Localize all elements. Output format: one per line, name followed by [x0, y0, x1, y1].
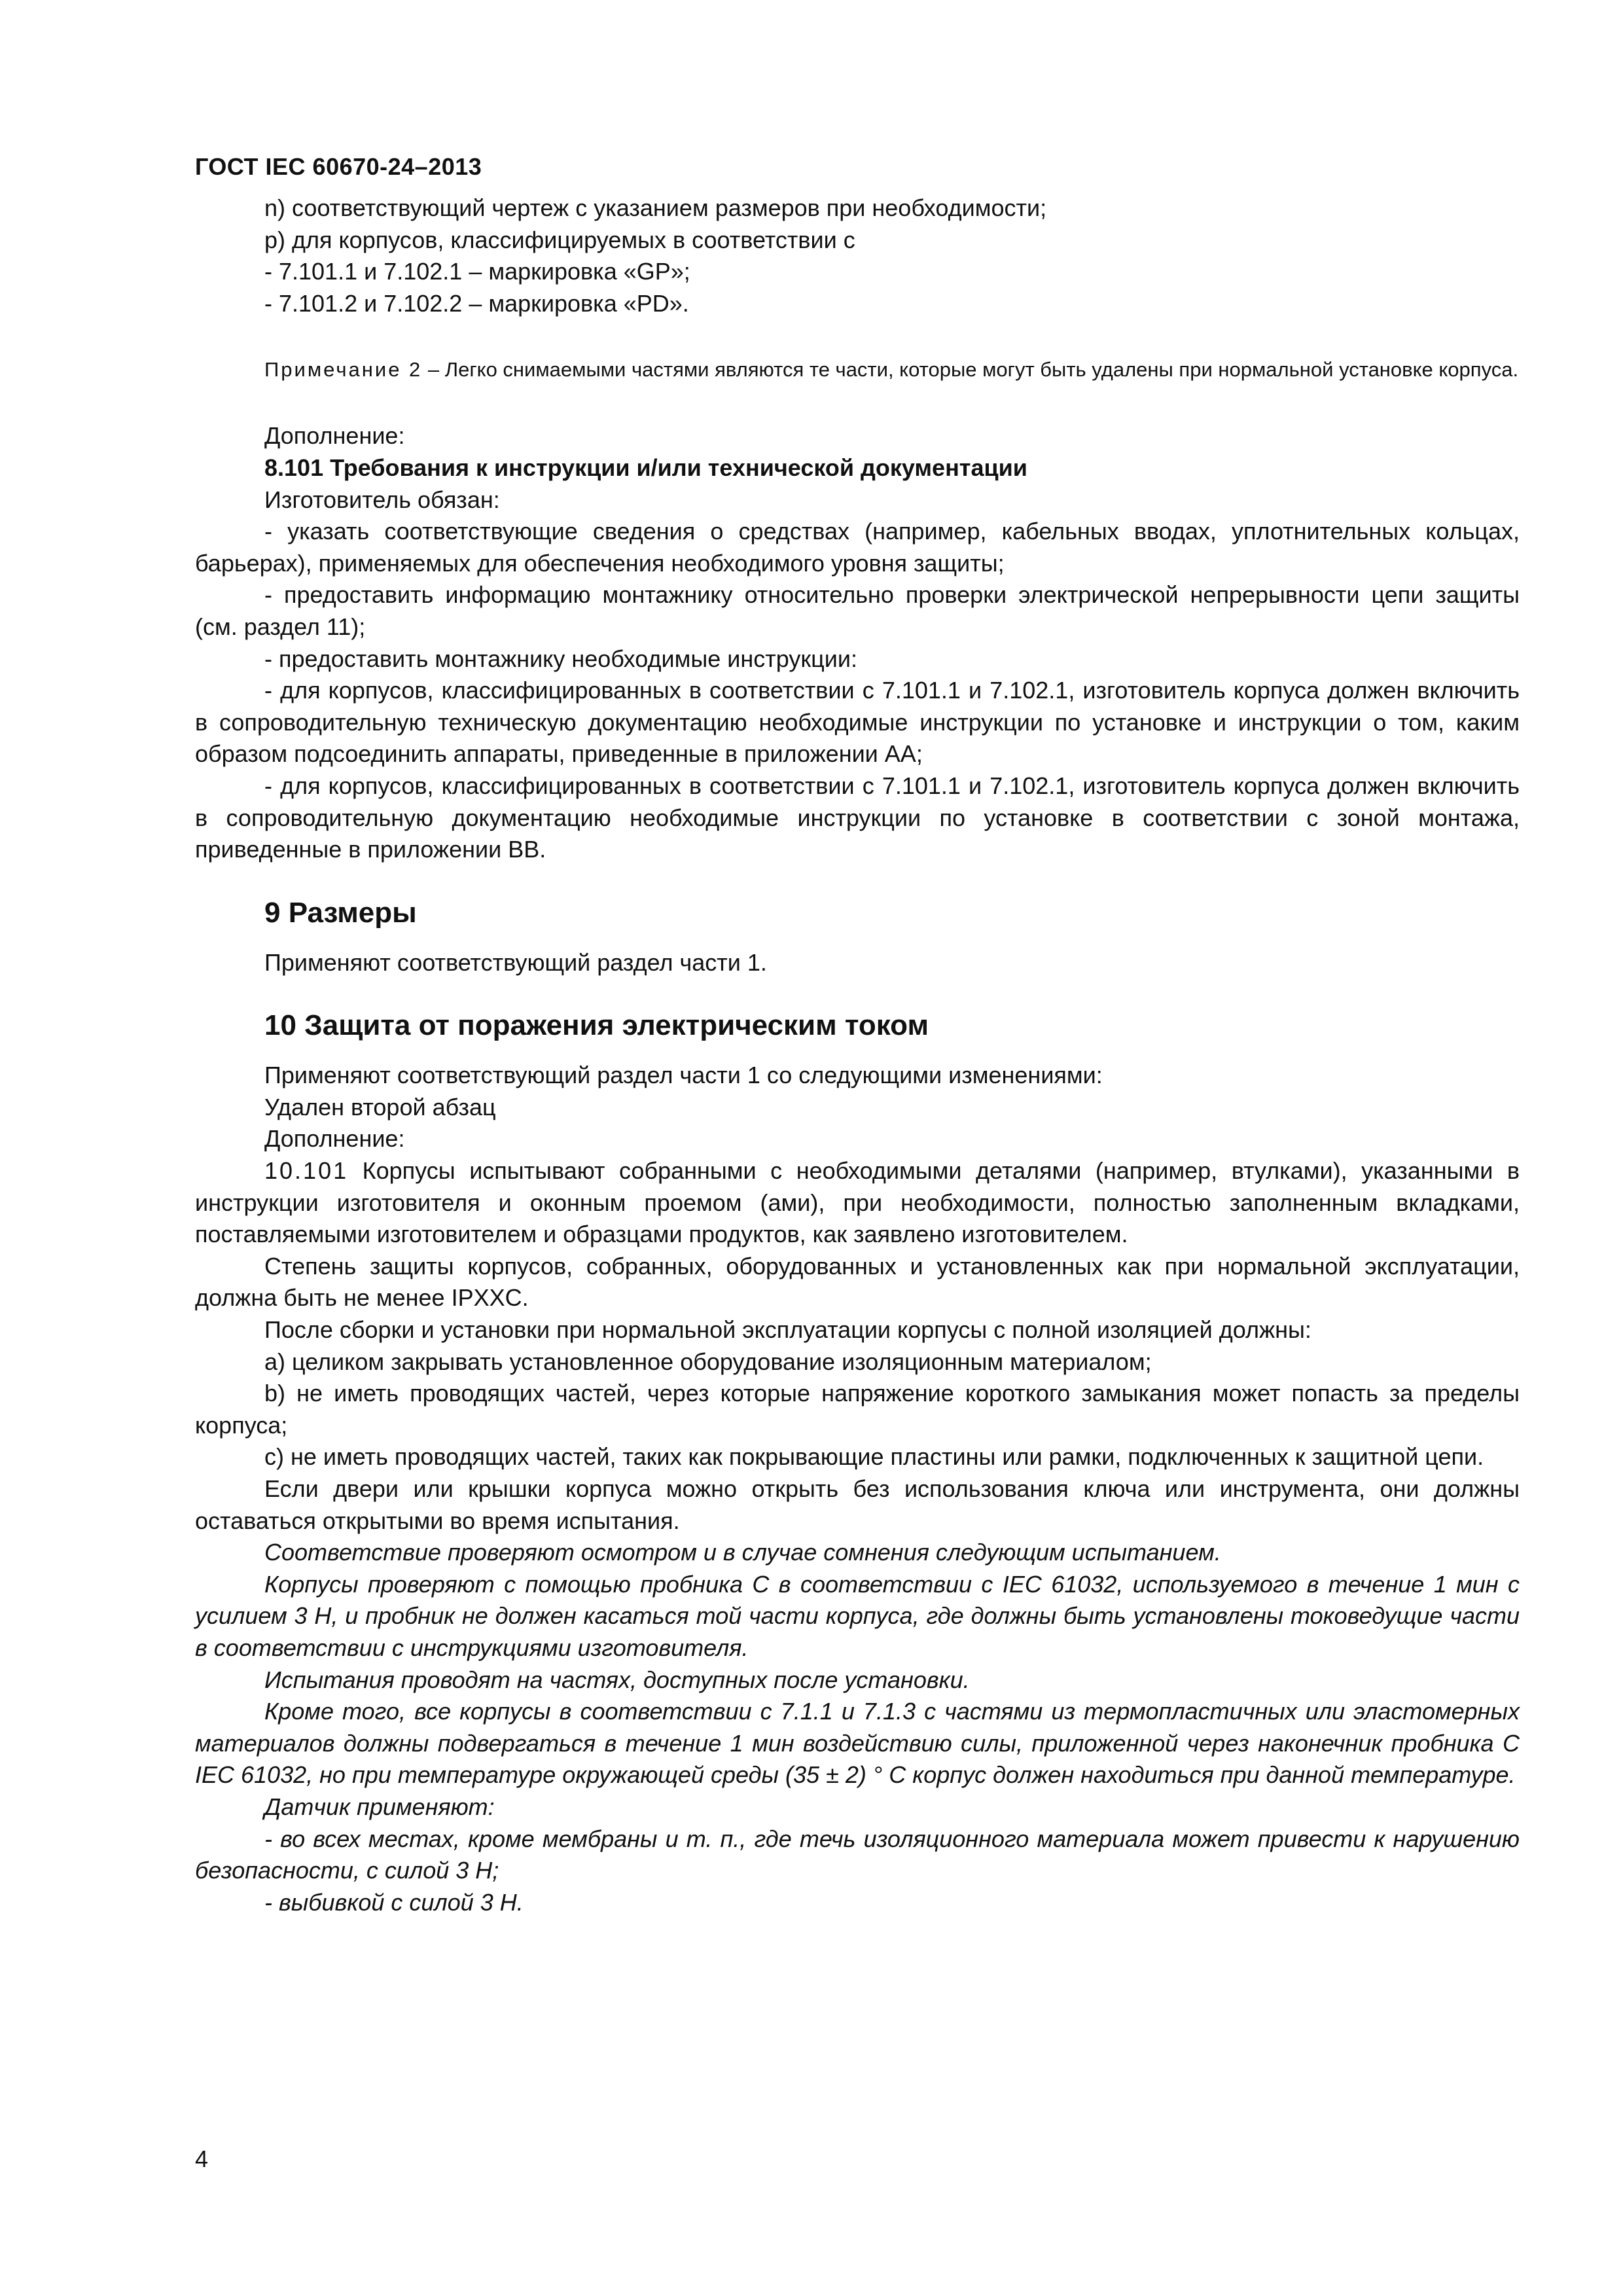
- section8-item-2: - предоставить информацию монтажнику относительно проверки электрической непрерывности цепи защиты (см. раздел 11);: [195, 581, 1520, 640]
- section-9-text: Применяют соответствующий раздел части 1.: [264, 948, 767, 976]
- section-9-title: 9 Размеры: [264, 896, 417, 929]
- note-label: Примечание 2: [264, 358, 423, 382]
- section10-paragraph-1: Степень защиты корпусов, собранных, оборудованных и установленных как при нормальной эксплуатации, должна быть не менее IPXXC.: [195, 1252, 1520, 1312]
- clause-10-101: [195, 1155, 1520, 1251]
- section10-paragraph-6: Если двери или крышки корпуса можно открыть без использования ключа или инструмента, они должны оставаться открытыми во время испытания.: [195, 1475, 1520, 1534]
- clause-number: 10.101: [264, 1157, 349, 1185]
- page-number: 4: [195, 2145, 209, 2172]
- clause-text: Корпусы испытывают собранными с необходимыми деталями (например, втулками), указанными в инструкции изготовителя и оконным проемом (ами), при необходимости, полностью заполненным вкладками, поставляемыми изготовителем и образцами продуктов, как заявлено изготовителем.: [195, 1157, 1520, 1248]
- document-header: ГОСТ IEC 60670-24–2013: [195, 153, 482, 180]
- note-2: [195, 355, 1520, 385]
- section10-paragraph-4: b) не иметь проводящих частей, через которые напряжение короткого замыкания может попасть за пределы корпуса;: [195, 1380, 1520, 1439]
- section8-item-4: - для корпусов, классифицированных в соответствии с 7.101.1 и 7.102.1, изготовитель корпуса должен включить в сопроводительную техническую документацию необходимые инструкции по установке и инструкции о том, каким образом подсоединить аппараты, приведенные в приложении АА;: [195, 677, 1520, 768]
- test-paragraph-3: Испытания проводят на частях, доступных после установки.: [264, 1666, 970, 1693]
- section8-addition: Дополнение:: [264, 422, 405, 450]
- test-paragraph-2: Корпусы проверяют с помощью пробника С в соответствии с IEC 61032, используемого в течение 1 мин с усилием 3 Н, и пробник не должен касаться той части корпуса, где должны быть установлены токоведущие части в соответствии с инструкциями изготовителя.: [195, 1570, 1520, 1661]
- section8-item-1: - указать соответствующие сведения о средствах (например, кабельных вводах, уплотнительных кольцах, барьерах), применяемых для обеспечения необходимого уровня защиты;: [195, 518, 1520, 577]
- section8-intro: Изготовитель обязан:: [264, 486, 500, 513]
- section8-item-3: - предоставить монтажнику необходимые инструкции:: [264, 645, 857, 672]
- list-item-n: n) соответствующий чертеж с указанием размеров при необходимости;: [264, 194, 1047, 221]
- section10-paragraph-2: После сборки и установки при нормальной эксплуатации корпусы с полной изоляцией должны:: [264, 1316, 1311, 1344]
- section8-item-5: - для корпусов, классифицированных в соответствии с 7.101.1 и 7.102.1, изготовитель корпуса должен включить в сопроводительную документацию необходимые инструкции по установке в соответствии с зоной монтажа, приведенные в приложении ВВ.: [195, 772, 1520, 863]
- note-text: – Легко снимаемыми частями являются те части, которые могут быть удалены при нормальной установке корпуса.: [422, 358, 1519, 382]
- section10-paragraph-5: c) не иметь проводящих частей, таких как покрывающие пластины или рамки, подключенных к защитной цепи.: [264, 1443, 1484, 1471]
- list-item-p: p) для корпусов, классифицируемых в соответствии с: [264, 226, 855, 253]
- test-paragraph-7: - выбивкой с силой 3 Н.: [264, 1888, 524, 1916]
- test-paragraph-4: Кроме того, все корпусы в соответствии с 7.1.1 и 7.1.3 с частями из термопластичных или эластомерных материалов должны подвергаться в течение 1 мин воздействию силы, приложенной через наконечник пробника С IEC 61032, но при температуре окружающей среды (35 ± 2) ° С корпус должен находиться при данной температуре.: [195, 1698, 1520, 1789]
- list-subitem-gp: - 7.101.1 и 7.102.1 – маркировка «GP»;: [264, 258, 690, 285]
- page-content: [195, 192, 1520, 1918]
- test-paragraph-1: Соответствие проверяют осмотром и в случае сомнения следующим испытанием.: [264, 1539, 1221, 1566]
- section10-line-2: Удален второй абзац: [264, 1093, 496, 1121]
- section-10-title: 10 Защита от поражения электрическим током: [264, 1009, 929, 1042]
- clause-8-101-title: 8.101 Требования к инструкции и/или технической документации: [264, 454, 1027, 481]
- list-subitem-pd: - 7.101.2 и 7.102.2 – маркировка «PD».: [264, 289, 689, 317]
- section10-line-1: Применяют соответствующий раздел части 1 со следующими изменениями:: [264, 1062, 1103, 1089]
- test-paragraph-6: - во всех местах, кроме мембраны и т. п., где течь изоляционного материала может привести к нарушению безопасности, с силой 3 Н;: [195, 1825, 1520, 1884]
- test-paragraph-5: Датчик применяют:: [264, 1793, 495, 1820]
- section10-paragraph-3: a) целиком закрывать установленное оборудование изоляционным материалом;: [264, 1348, 1152, 1375]
- section10-line-3: Дополнение:: [264, 1125, 405, 1153]
